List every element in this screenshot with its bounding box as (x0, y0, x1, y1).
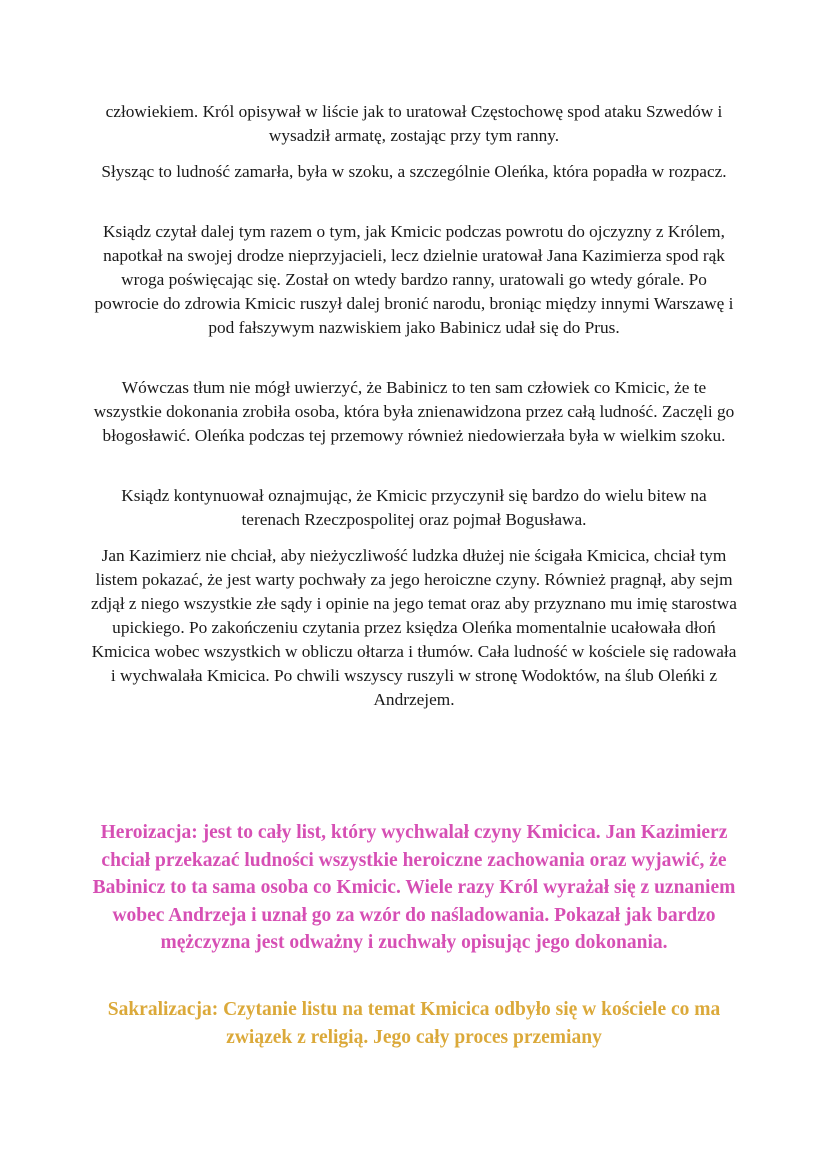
paragraph-3: Ksiądz czytał dalej tym razem o tym, jak Kmicic podczas powrotu do ojczyzny z Królem, napotkał na swojej drodze nieprzyjacieli, lecz dzielnie uratował Jana Kazimierza spod rąk wroga poświęcając się. Został on wtedy bardzo ranny, uratowali go wtedy górale. Po powrocie do zdrowia Kmicic ruszył dalej bronić narodu, broniąc między innymi Warszawę i pod fałszywym nazwiskiem jako Babinicz udał się do Prus. (94, 222, 734, 337)
sakralizacja-note: Sakralizacja: Czytanie listu na temat Kmicica odbyło się w kościele co ma związek z religią. Jego cały proces przemiany (107, 999, 721, 1048)
paragraph-1: człowiekiem. Król opisywał w liście jak to uratował Częstochowę spod ataku Szwedów i wysadził armatę, zostając przy tym ranny. (105, 102, 723, 145)
paragraph-4: Wówczas tłum nie mógł uwierzyć, że Babinicz to ten sam człowiek co Kmicic, że te wszystkie dokonania zrobiła osoba, która była znienawidzona przez całą ludność. Zaczęli go błogosławić. Oleńka podczas tej przemowy również niedowierzała była w wielkim szoku. (93, 378, 735, 445)
heroizacja-note: Heroizacja: jest to cały list, który wychwalał czyny Kmicica. Jan Kazimierz chciał przekazać ludności wszystkie heroiczne zachowania oraz wyjawić, że Babinicz to ta sama osoba co Kmicic. Wiele razy Król wyrażał się z uznaniem wobec Andrzeja i uznał go za wzór do naśladowania. Pokazał jak bardzo mężczyzna jest odważny i zuchwały opisując jego dokonania. (92, 822, 736, 954)
paragraph-2: Słysząc to ludność zamarła, była w szoku, a szczególnie Oleńka, która popadła w rozpacz. (101, 162, 727, 181)
paragraph-5: Ksiądz kontynuował oznajmując, że Kmicic przyczynił się bardzo do wielu bitew na terenach Rzeczpospolitej oraz pojmał Bogusława. (121, 486, 707, 529)
paragraph-6: Jan Kazimierz nie chciał, aby nieżyczliwość ludzka dłużej nie ścigała Kmicica, chciał tym listem pokazać, że jest warty pochwały za jego heroiczne czyny. Również pragnął, aby sejm zdjął z niego wszystkie złe sądy i opinie na jego temat oraz aby przyznano mu imię starostwa upickiego. Po zakończeniu czytania przez księdza Oleńka momentalnie ucałowała dłoń Kmicica wobec wszystkich w obliczu ołtarza i tłumów. Cała ludność w kościele się radowała i wychwalała Kmicica. Po chwili wszyscy ruszyli w stronę Wodoktów, na ślub Oleńki z Andrzejem. (91, 546, 737, 709)
